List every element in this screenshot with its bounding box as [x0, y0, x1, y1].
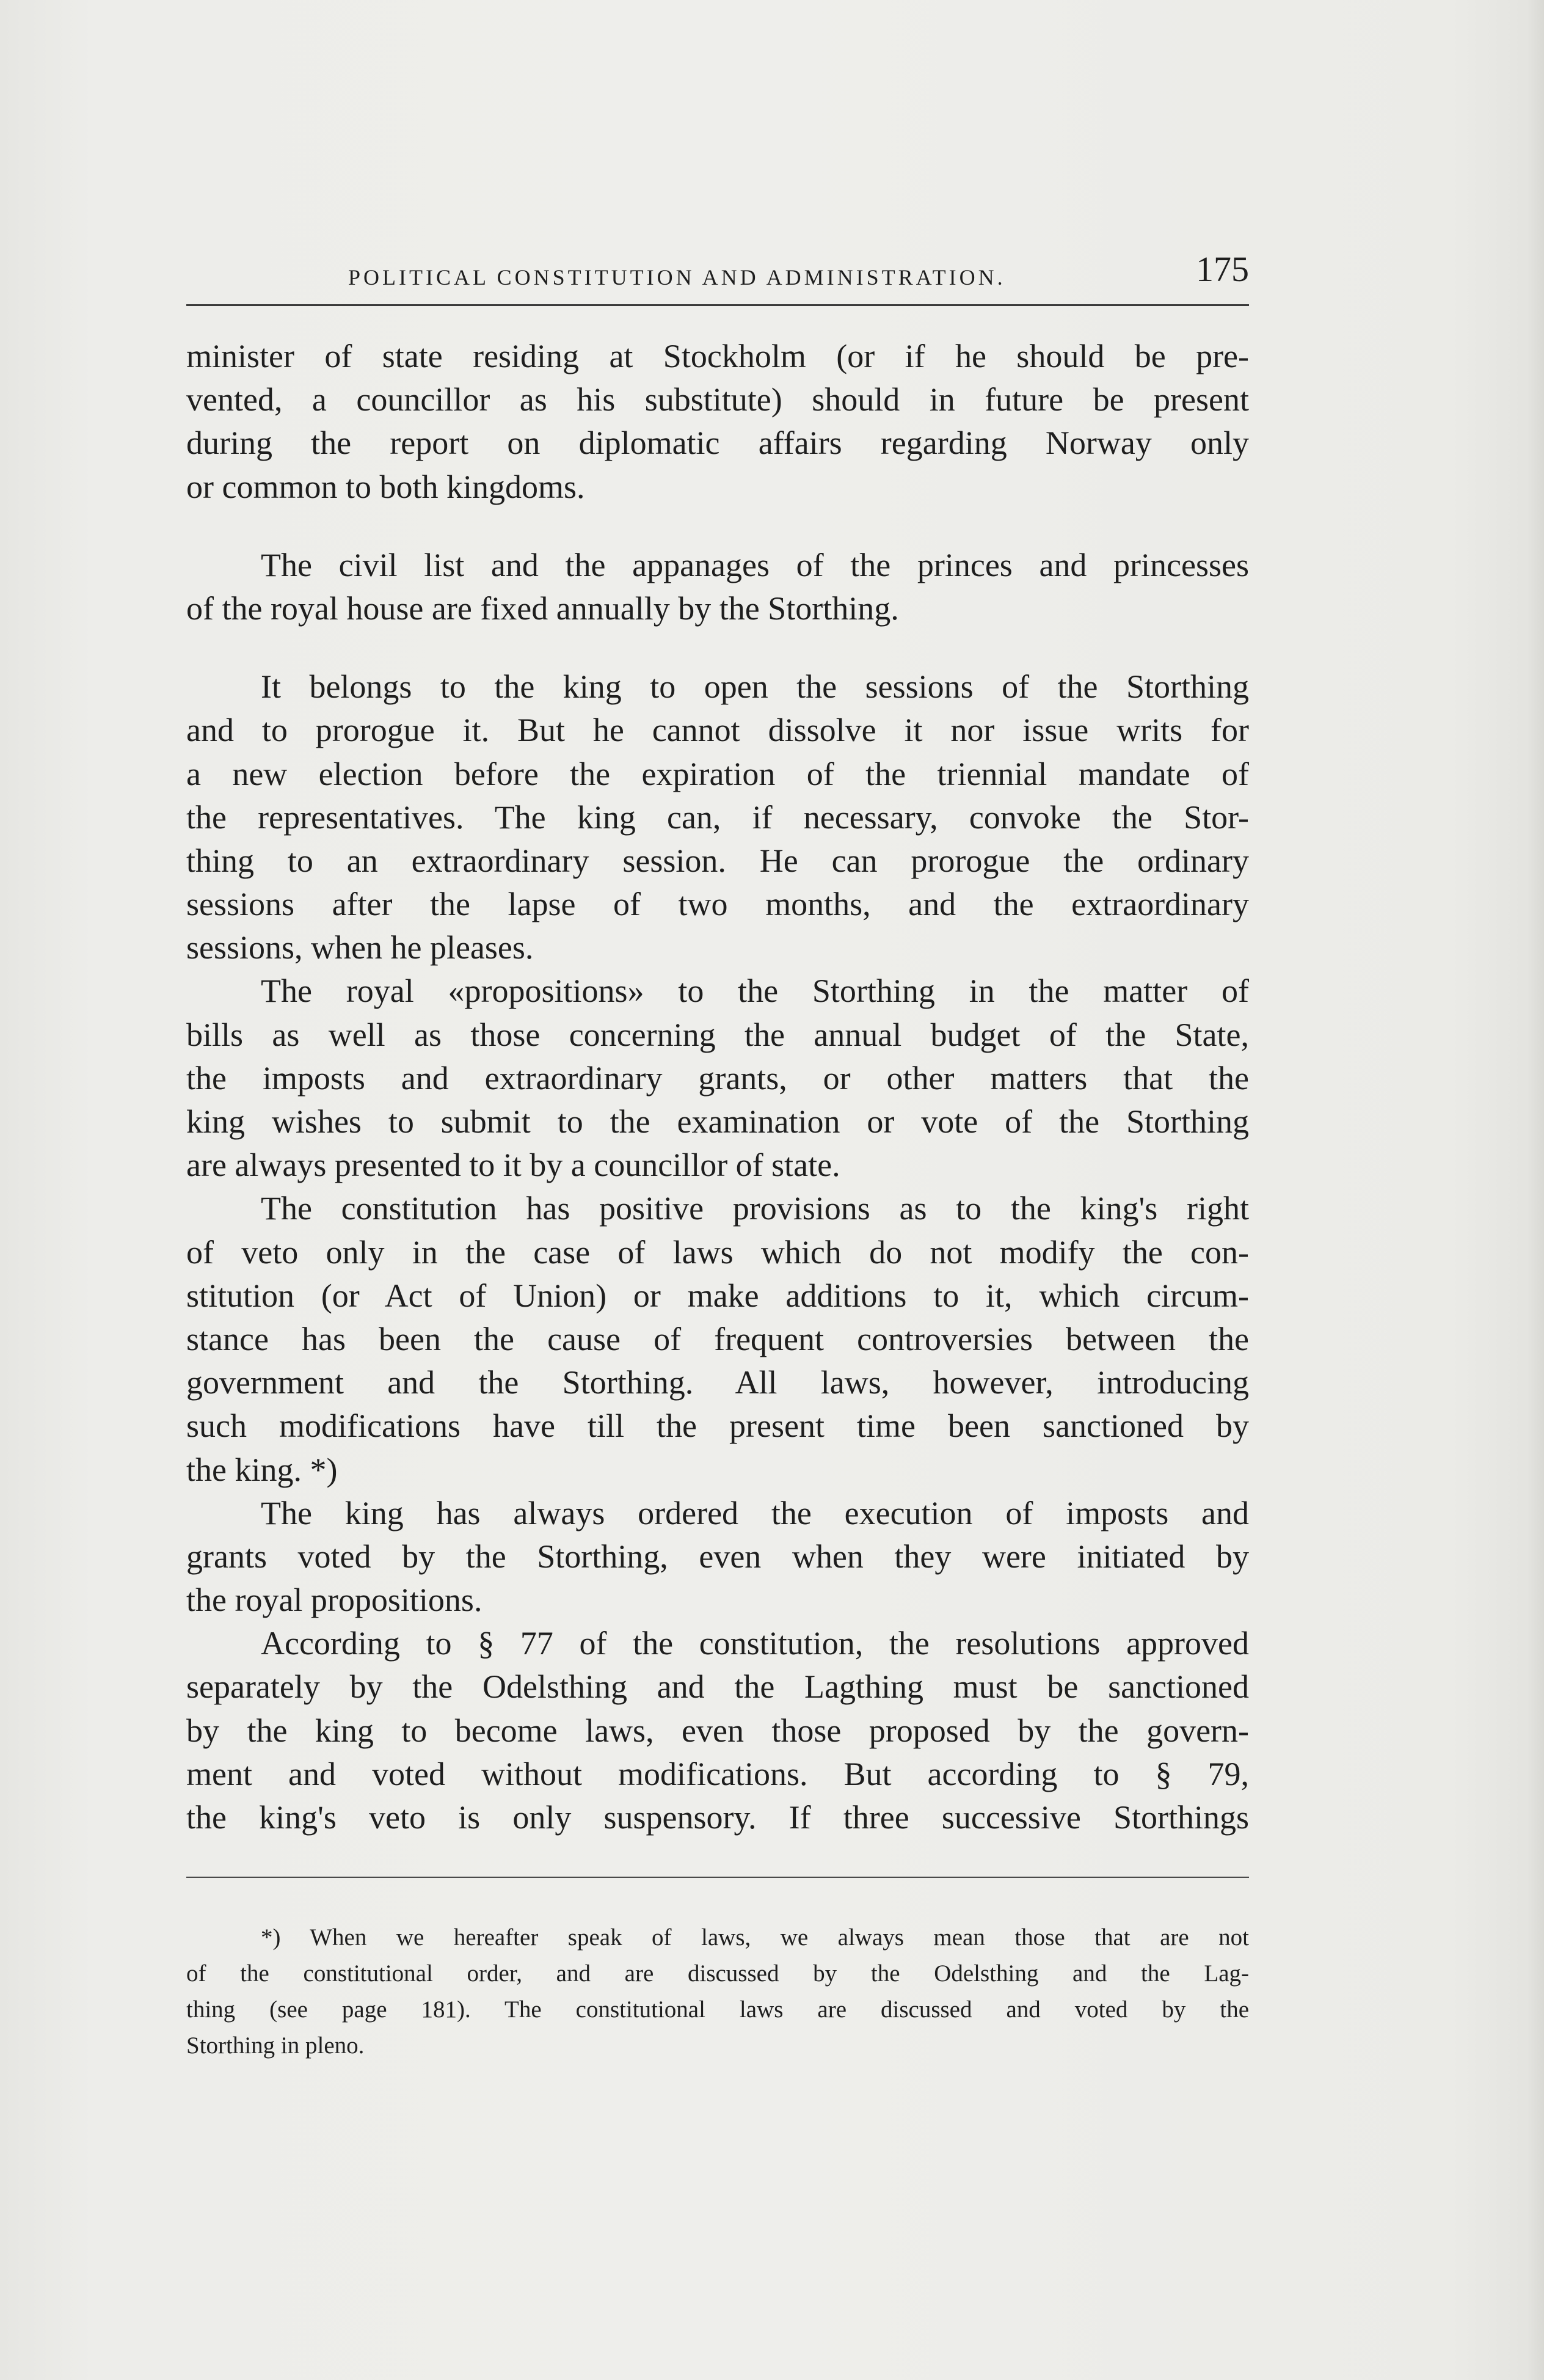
paragraph: [186, 1622, 1249, 1839]
text-line: According to § 77 of the constitution, the resolutions approved: [261, 1625, 1249, 1662]
text-line: of the royal house are fixed annually by the Storthing.: [186, 590, 899, 627]
text-line: the representatives. The king can, if necessary, convoke the Stor-: [186, 798, 1249, 836]
text-line: The civil list and the appanages of the princes and princesses: [261, 546, 1249, 583]
text-line: sessions, when he pleases.: [186, 929, 534, 966]
page-edge: [1527, 0, 1544, 2380]
text-line: The constitution has positive provisions as to the king's right: [261, 1190, 1249, 1227]
text-line: stitution (or Act of Union) or make additions to it, which circum-: [186, 1277, 1249, 1314]
text-line: king wishes to submit to the examination or vote of the Storthing: [186, 1103, 1249, 1140]
text-line: the king's veto is only suspensory. If three successive Storthings: [186, 1799, 1249, 1836]
paragraph-gap: [186, 509, 1249, 544]
paragraph: [186, 1492, 1249, 1623]
text-line: stance has been the cause of frequent controversies between the: [186, 1320, 1249, 1357]
paragraph: [186, 335, 1249, 509]
text-line: sessions after the lapse of two months, and the extraordinary: [186, 886, 1249, 923]
text-line: government and the Storthing. All laws, however, introducing: [186, 1364, 1249, 1401]
footnote-line: thing (see page 181). The constitutional laws are discussed and voted by the: [186, 1996, 1249, 2023]
text-line: separately by the Odelsthing and the Lagthing must be sanctioned: [186, 1668, 1249, 1706]
paragraph: [186, 544, 1249, 630]
page-header: [186, 247, 1249, 290]
footnote: [186, 1919, 1249, 2064]
text-line: such modifications have till the present time been sanctioned by: [186, 1407, 1249, 1445]
text-line: It belongs to the king to open the sessions of the Storthing: [261, 668, 1249, 706]
text-line: vented, a councillor as his substitute) should in future be present: [186, 381, 1249, 418]
page-number: 175: [1196, 249, 1249, 289]
body-text: [186, 335, 1249, 1839]
header-rule: [186, 304, 1249, 306]
running-head: POLITICAL CONSTITUTION AND ADMINISTRATION.: [348, 265, 1006, 290]
text-line: the imposts and extraordinary grants, or other matters that the: [186, 1059, 1249, 1097]
text-line: ment and voted without modifications. But according to § 79,: [186, 1755, 1249, 1792]
text-line: by the king to become laws, even those proposed by the govern-: [186, 1712, 1249, 1749]
text-line: minister of state residing at Stockholm (or if he should be pre-: [186, 338, 1249, 374]
text-line: bills as well as those concerning the annual budget of the State,: [186, 1016, 1249, 1053]
text-line: or common to both kingdoms.: [186, 468, 585, 505]
text-line: the king. *): [186, 1451, 338, 1488]
text-line: the royal propositions.: [186, 1582, 482, 1619]
footnote-line: of the constitutional order, and are discussed by the Odelsthing and the Lag-: [186, 1960, 1249, 1987]
text-line: during the report on diplomatic affairs regarding Norway only: [186, 425, 1249, 462]
text-line: grants voted by the Storthing, even when they were initiated by: [186, 1538, 1249, 1575]
text-line: thing to an extraordinary session. He can prorogue the ordinary: [186, 842, 1249, 879]
text-line: The king has always ordered the execution of imposts and: [261, 1494, 1249, 1531]
footnote-line: *) When we hereafter speak of laws, we always mean those that are not: [261, 1924, 1249, 1951]
text-line: and to prorogue it. But he cannot dissolve it nor issue writs for: [186, 712, 1249, 749]
text-line: The royal «propositions» to the Storthing in the matter of: [261, 973, 1249, 1010]
footnote-line: Storthing in pleno.: [186, 2032, 365, 2059]
paragraph: [186, 665, 1249, 969]
paragraph: [186, 1187, 1249, 1491]
paragraph-gap: [186, 630, 1249, 665]
text-line: of veto only in the case of laws which do not modify the con-: [186, 1233, 1249, 1271]
paragraph: [186, 969, 1249, 1187]
footnote-rule: [186, 1877, 1249, 1878]
text-line: are always presented to it by a councillor of state.: [186, 1147, 840, 1184]
text-line: a new election before the expiration of the triennial mandate of: [186, 755, 1249, 792]
